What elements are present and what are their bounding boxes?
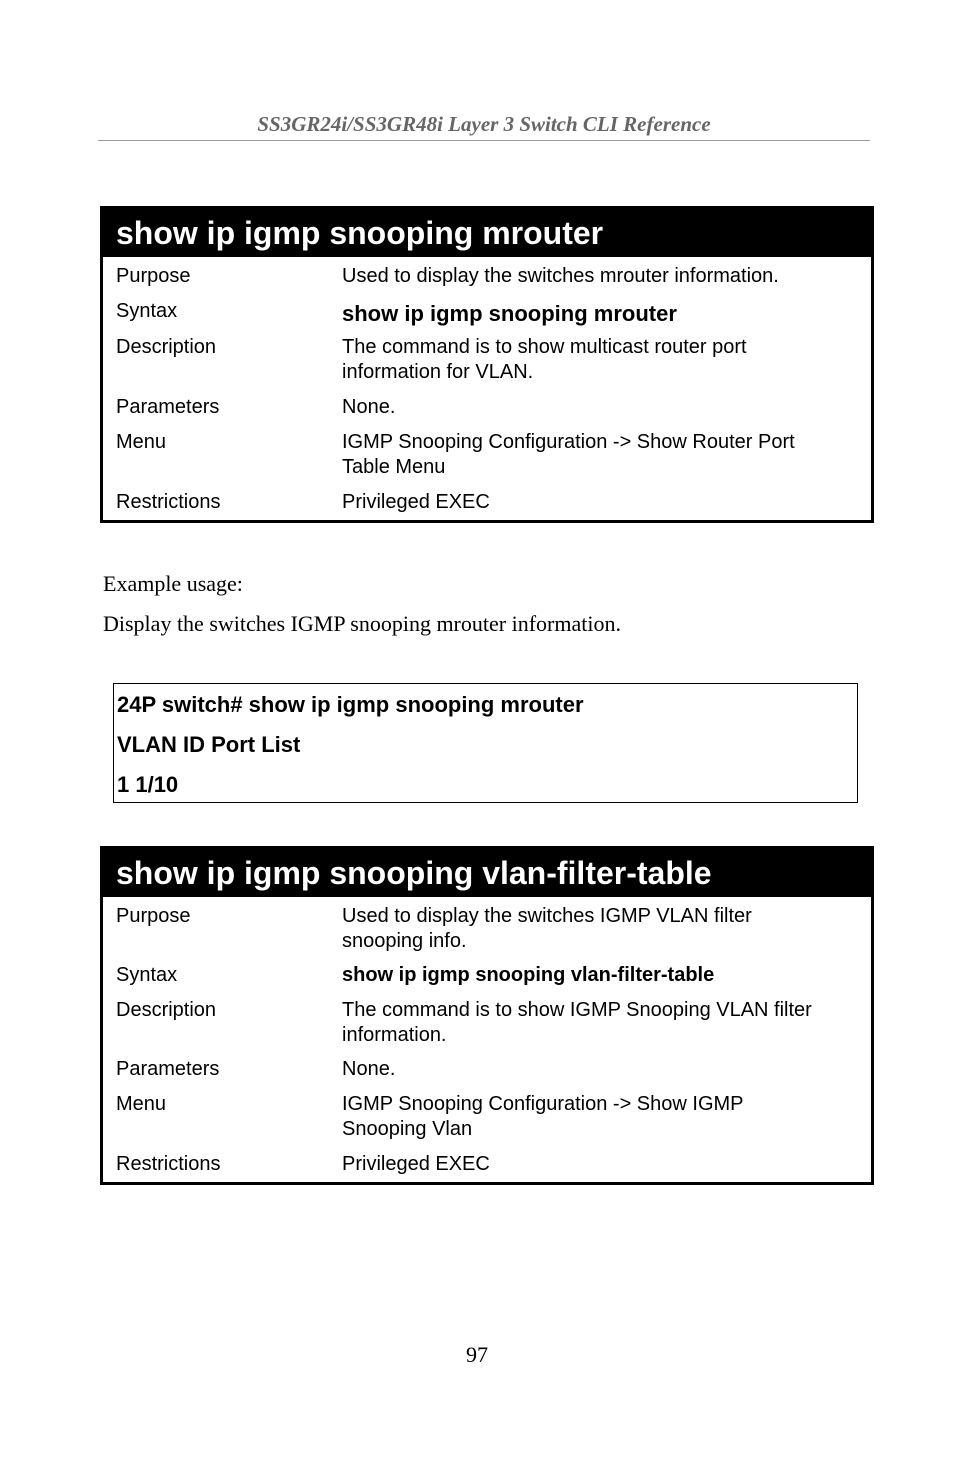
menu-value: IGMP Snooping Configuration -> Show IGMP Snooping Vlan <box>342 1093 744 1140</box>
restrictions-value: Privileged EXEC <box>342 1153 490 1175</box>
command-table-mrouter <box>100 206 874 523</box>
parameters-label: Parameters <box>116 1058 220 1080</box>
parameters-label: Parameters <box>116 396 220 418</box>
code-line: 24P switch# show ip igmp snooping mrouter <box>117 692 584 717</box>
page-number: 97 <box>466 1342 488 1367</box>
purpose-row <box>103 264 871 289</box>
parameters-value: None. <box>342 396 396 418</box>
purpose-row <box>103 904 871 954</box>
purpose-value: Used to display the switches IGMP VLAN filter snooping info. <box>342 905 752 952</box>
header-rule <box>98 140 870 141</box>
syntax-label: Syntax <box>116 300 178 322</box>
description-row <box>103 335 871 385</box>
syntax-value: show ip igmp snooping vlan-filter-table <box>342 964 715 986</box>
menu-value: IGMP Snooping Configuration -> Show Router Port Table Menu <box>342 431 795 478</box>
syntax-value: show ip igmp snooping mrouter <box>342 301 677 326</box>
description-label: Description <box>116 999 217 1021</box>
menu-row <box>103 430 871 480</box>
example-heading: Example usage: <box>103 571 243 596</box>
description-row <box>103 998 871 1048</box>
parameters-row <box>103 395 871 420</box>
purpose-label: Purpose <box>116 905 191 927</box>
restrictions-row <box>103 490 871 515</box>
menu-label: Menu <box>116 1093 167 1115</box>
command-title: show ip igmp snooping vlan-filter-table <box>103 849 871 897</box>
restrictions-row <box>103 1152 871 1177</box>
syntax-row <box>103 299 871 326</box>
description-label: Description <box>116 336 217 358</box>
parameters-value: None. <box>342 1058 396 1080</box>
menu-row <box>103 1092 871 1142</box>
purpose-label: Purpose <box>116 265 191 287</box>
syntax-label: Syntax <box>116 964 178 986</box>
purpose-value: Used to display the switches mrouter information. <box>342 265 779 287</box>
running-header: SS3GR24i/SS3GR48i Layer 3 Switch CLI Reference <box>257 112 711 136</box>
code-line: 1 1/10 <box>117 772 179 797</box>
restrictions-value: Privileged EXEC <box>342 491 490 513</box>
restrictions-label: Restrictions <box>116 1153 221 1175</box>
code-example <box>113 683 858 803</box>
menu-label: Menu <box>116 431 167 453</box>
command-table-vlan-filter <box>100 846 874 1185</box>
restrictions-label: Restrictions <box>116 491 221 513</box>
example-description: Display the switches IGMP snooping mrouter information. <box>103 611 621 636</box>
syntax-row <box>103 963 871 988</box>
code-line: VLAN ID Port List <box>117 732 301 757</box>
parameters-row <box>103 1057 871 1082</box>
command-title: show ip igmp snooping mrouter <box>103 209 871 257</box>
description-value: The command is to show multicast router port information for VLAN. <box>342 336 747 383</box>
description-value: The command is to show IGMP Snooping VLAN filter information. <box>342 999 812 1046</box>
